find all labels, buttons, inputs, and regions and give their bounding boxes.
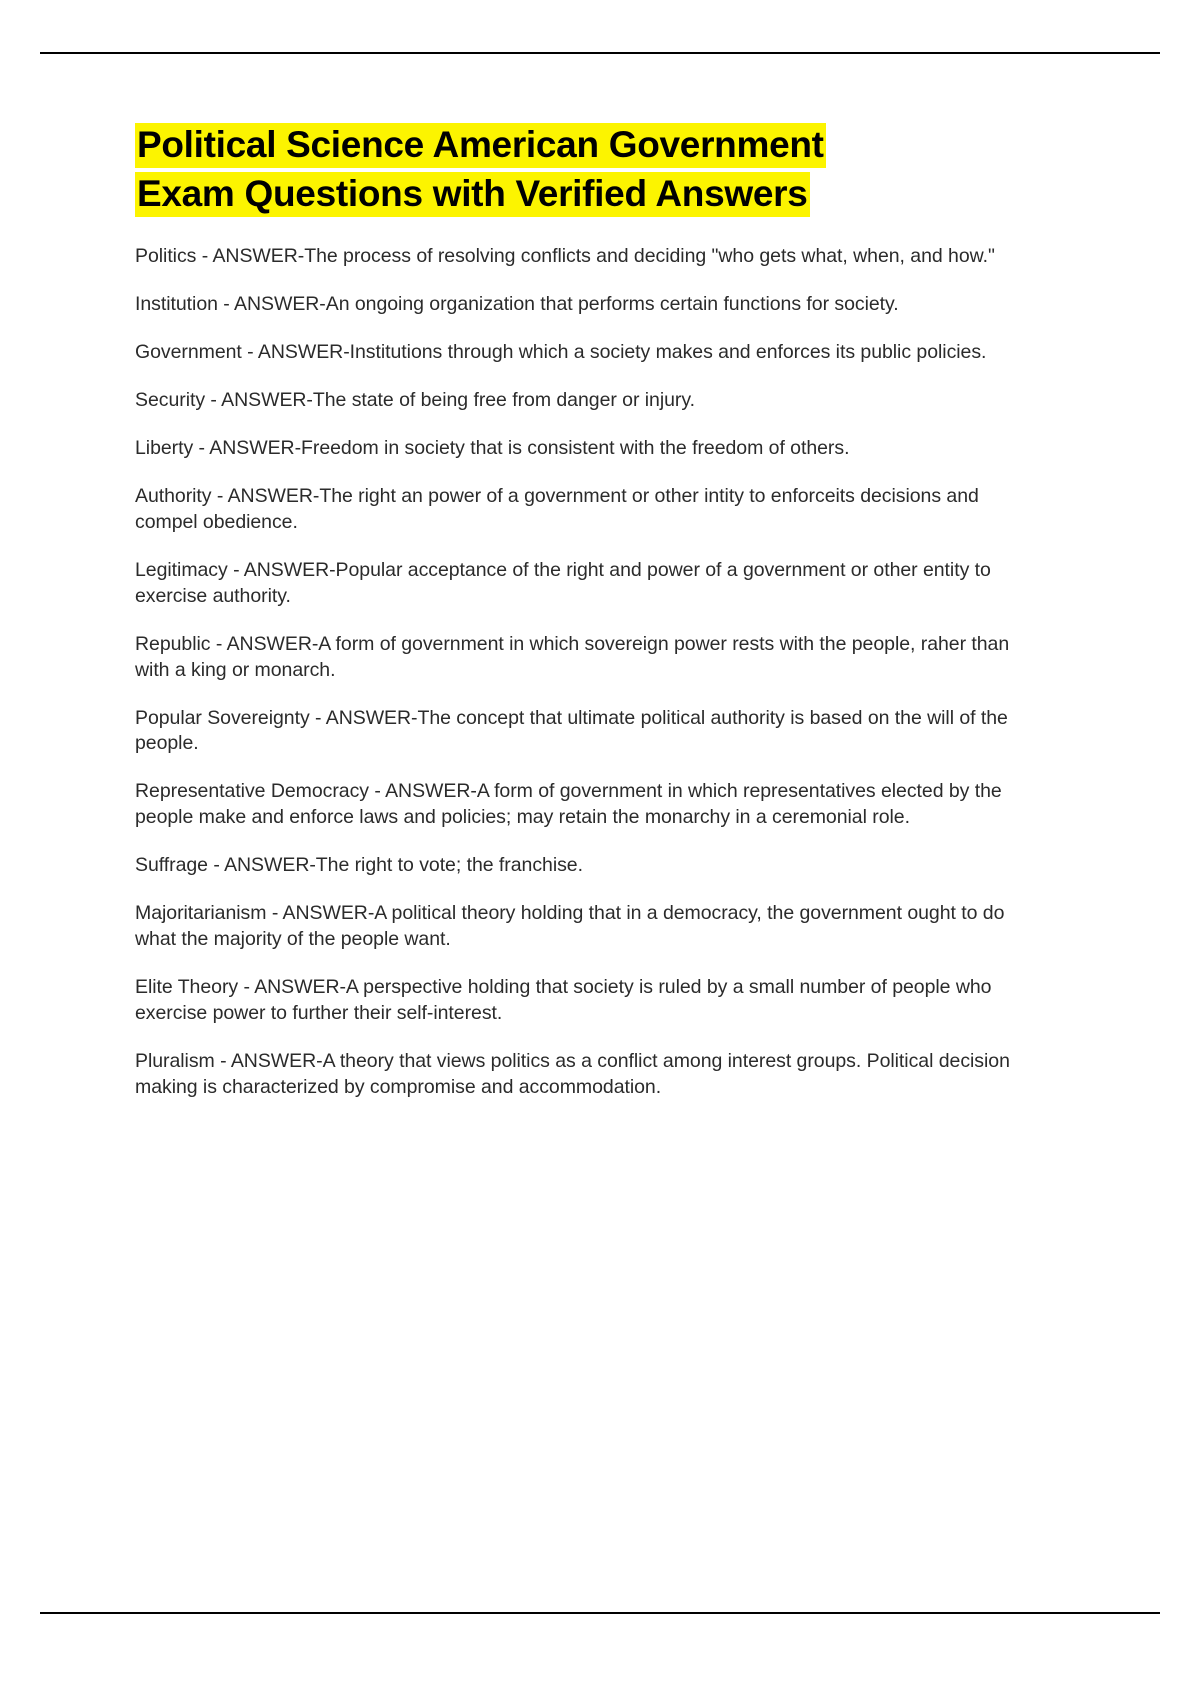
qa-entry: Majoritarianism - ANSWER-A political theory holding that in a democracy, the government ought to do what the majority of the people want. (135, 902, 1005, 951)
page-title-line-2: Exam Questions with Verified Answers (135, 172, 810, 217)
qa-entry: Pluralism - ANSWER-A theory that views politics as a conflict among interest groups. Political decision making is characterized by compromise and accommodation. (135, 1049, 1010, 1098)
qa-entry: Government - ANSWER-Institutions through which a society makes and enforces its public policies. (135, 341, 987, 364)
page-title-line-1: Political Science American Government (135, 123, 826, 168)
qa-entry: Elite Theory - ANSWER-A perspective holding that society is ruled by a small number of people who exercise power to further their self-interest. (135, 976, 992, 1024)
qa-entry: Popular Sovereignty - ANSWER-The concept that ultimate political authority is based on the will of the people. (135, 706, 1008, 755)
document-body (135, 120, 1015, 1101)
qa-entry: Politics - ANSWER-The process of resolving conflicts and deciding "who gets what, when, and how." (135, 245, 995, 268)
qa-entry: Suffrage - ANSWER-The right to vote; the franchise. (135, 854, 583, 877)
qa-entry: Authority - ANSWER-The right an power of a government or other intity to enforceits decisions and compel obedience. (135, 485, 979, 533)
qa-entry: Security - ANSWER-The state of being free from danger or injury. (135, 389, 695, 412)
page-title (135, 120, 1015, 218)
footer-divider (40, 1612, 1160, 1614)
qa-entry: Republic - ANSWER-A form of government in which sovereign power rests with the people, raher than with a king or monarch. (135, 632, 1010, 681)
qa-entry: Representative Democracy - ANSWER-A form of government in which representatives elected by the people make and enforce laws and policies; may retain the monarchy in a ceremonial role. (135, 780, 1002, 829)
header-divider (40, 52, 1160, 54)
qa-entry: Institution - ANSWER-An ongoing organization that performs certain functions for society. (135, 293, 899, 316)
qa-entry: Legitimacy - ANSWER-Popular acceptance of the right and power of a government or other entity to exercise authority. (135, 558, 991, 607)
qa-entry: Liberty - ANSWER-Freedom in society that is consistent with the freedom of others. (135, 437, 850, 460)
